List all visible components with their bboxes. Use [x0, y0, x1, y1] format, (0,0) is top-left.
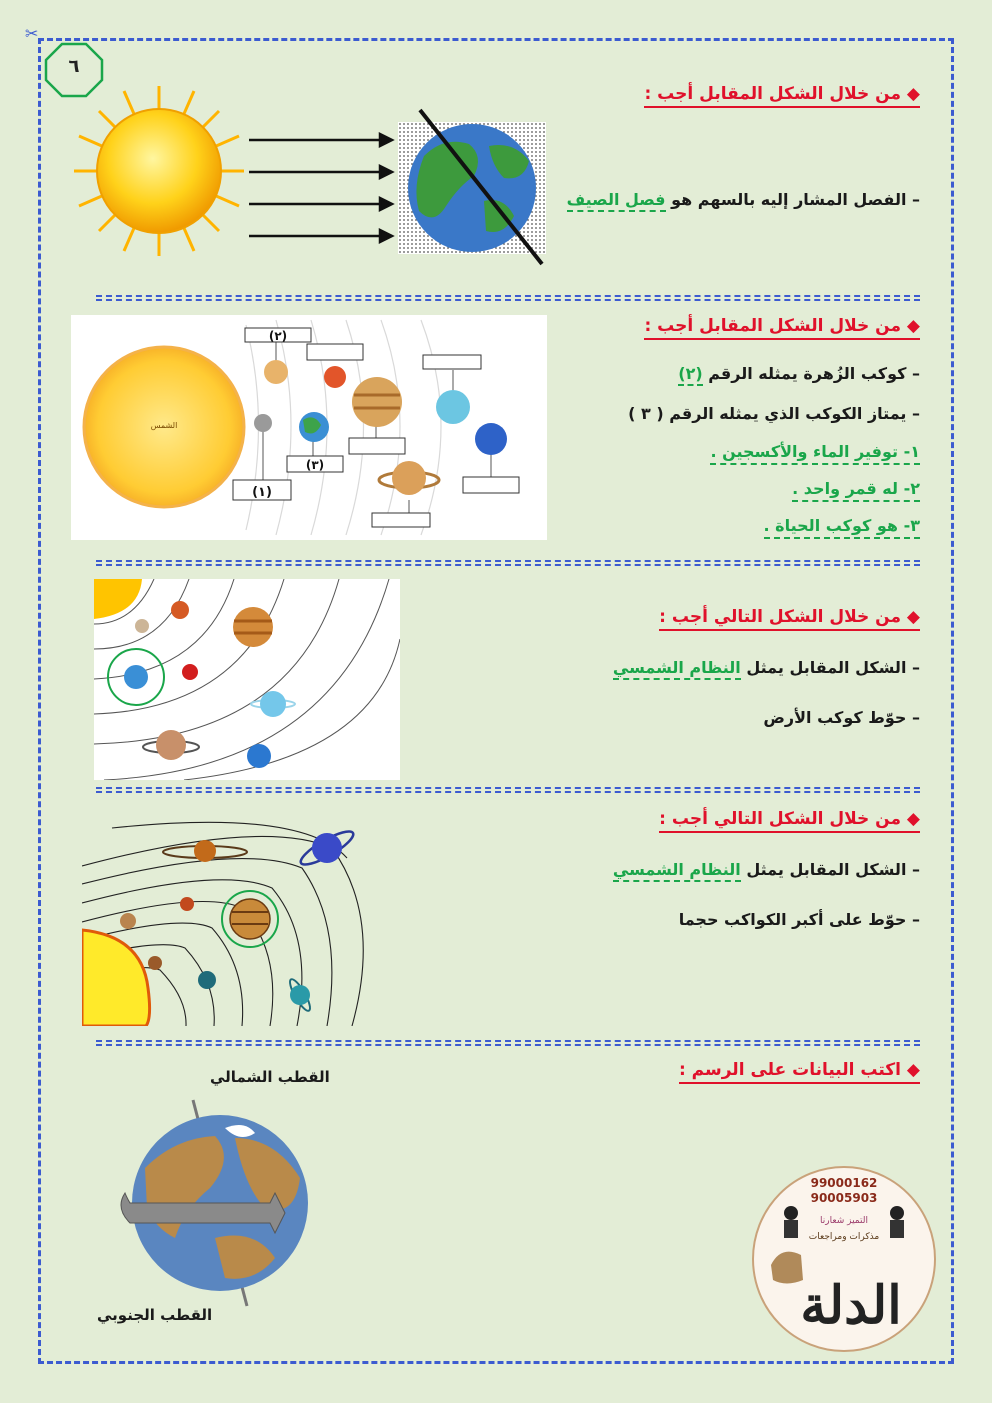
logo-phone-2: 90005903	[810, 1191, 878, 1205]
q4-line1	[613, 860, 920, 879]
saturn-icon	[392, 461, 426, 495]
q3-line2: – حوّط كوكب الأرض	[763, 708, 920, 727]
label-2: (٢)	[268, 329, 288, 343]
q2-item-3-wrap	[764, 516, 920, 539]
north-pole-label: القطب الشمالي	[210, 1068, 330, 1086]
logo-tagline: التميز شعارنا	[820, 1216, 868, 1226]
graduate-right-icon	[890, 1206, 904, 1238]
q4-figure	[82, 818, 364, 1026]
q3-title-wrap	[659, 607, 920, 631]
sun-icon	[94, 579, 142, 619]
q4-line1-answer: النظام الشمسي	[613, 860, 741, 882]
q4-title-wrap	[659, 809, 920, 833]
mars-icon	[182, 664, 198, 680]
q1-title: ◆ من خلال الشكل المقابل أجب :	[644, 84, 920, 108]
q5-title: ◆ اكتب البيانات على الرسم :	[679, 1060, 920, 1084]
q2-item-2: ٢- له قمر واحد .	[792, 479, 920, 502]
earth-icon	[180, 897, 194, 911]
q1-figure	[74, 86, 554, 266]
separator	[96, 787, 920, 793]
separator	[96, 1040, 920, 1046]
q2-line1	[678, 364, 920, 383]
q2-title-wrap	[644, 316, 920, 340]
sun-label: الشمس	[150, 421, 178, 430]
mercury-icon	[120, 913, 136, 929]
q3-line1	[613, 658, 920, 677]
logo-brand: الدلة	[800, 1275, 902, 1336]
q1-line	[567, 190, 920, 209]
sun-icon	[74, 86, 244, 256]
q5-figure	[105, 1098, 315, 1308]
separator	[96, 295, 920, 301]
q2-line1-answer: (٢)	[678, 364, 702, 386]
earth-icon	[124, 665, 148, 689]
label-3: (٣)	[305, 458, 325, 472]
uranus-icon	[312, 833, 342, 863]
q3-line1-answer: النظام الشمسي	[613, 658, 741, 680]
neptune-icon	[475, 423, 507, 455]
mars-icon	[198, 971, 216, 989]
q4-line2: – حوّط على أكبر الكواكب حجما	[678, 910, 920, 929]
venus-icon	[171, 601, 189, 619]
q1-answer: فصل الصيف	[567, 190, 666, 212]
label-1: (١)	[252, 485, 272, 500]
mercury-icon	[135, 619, 149, 633]
logo-phone-1: 99000162	[810, 1176, 878, 1190]
q1-title-wrap	[644, 84, 920, 108]
graduate-left-icon	[784, 1206, 798, 1238]
neptune-icon	[247, 744, 271, 768]
q2-item-2-wrap	[792, 479, 920, 502]
uranus-icon	[260, 691, 286, 717]
page-number: ٦	[68, 56, 80, 77]
mercury-icon	[254, 414, 272, 432]
q3-title: ◆ من خلال الشكل التالي أجب :	[659, 607, 920, 631]
sun-icon	[82, 930, 150, 1026]
jupiter-icon	[230, 899, 270, 939]
venus-icon	[148, 956, 162, 970]
q2-item-1: ١- توفير الماء والأكسجين .	[710, 442, 920, 465]
q5-title-wrap	[679, 1060, 920, 1084]
q3-figure	[94, 579, 400, 780]
q4-line1-text: – الشكل المقابل يمثل	[746, 860, 920, 879]
jupiter-icon	[233, 607, 273, 647]
q1-text: – الفصل المشار إليه بالسهم هو	[671, 190, 920, 209]
q2-item-3: ٣- هو كوكب الحياة .	[764, 516, 920, 539]
south-pole-label: القطب الجنوبي	[97, 1306, 213, 1324]
saturn-icon	[194, 840, 216, 862]
saturn-icon	[156, 730, 186, 760]
earth-icon	[398, 110, 546, 264]
q2-title: ◆ من خلال الشكل المقابل أجب :	[644, 316, 920, 340]
logo	[751, 1165, 937, 1353]
q2-item-1-wrap	[710, 442, 920, 465]
scissors-icon: ✂	[25, 24, 39, 43]
q2-figure	[71, 315, 547, 540]
separator	[96, 560, 920, 566]
q2-line1-text: – كوكب الزُهرة يمثله الرقم	[708, 364, 920, 383]
logo-subtitle: مذكرات ومراجعات	[808, 1232, 880, 1242]
uranus-icon	[436, 390, 470, 424]
q3-line1-text: – الشكل المقابل يمثل	[746, 658, 920, 677]
venus-icon	[264, 360, 288, 384]
neptune-icon	[290, 985, 310, 1005]
q4-title: ◆ من خلال الشكل التالي أجب :	[659, 809, 920, 833]
q2-line2: – يمتاز الكوكب الذي يمثله الرقم ( ٣ )	[628, 404, 920, 423]
jupiter-icon	[352, 377, 402, 427]
mars-icon	[324, 366, 346, 388]
